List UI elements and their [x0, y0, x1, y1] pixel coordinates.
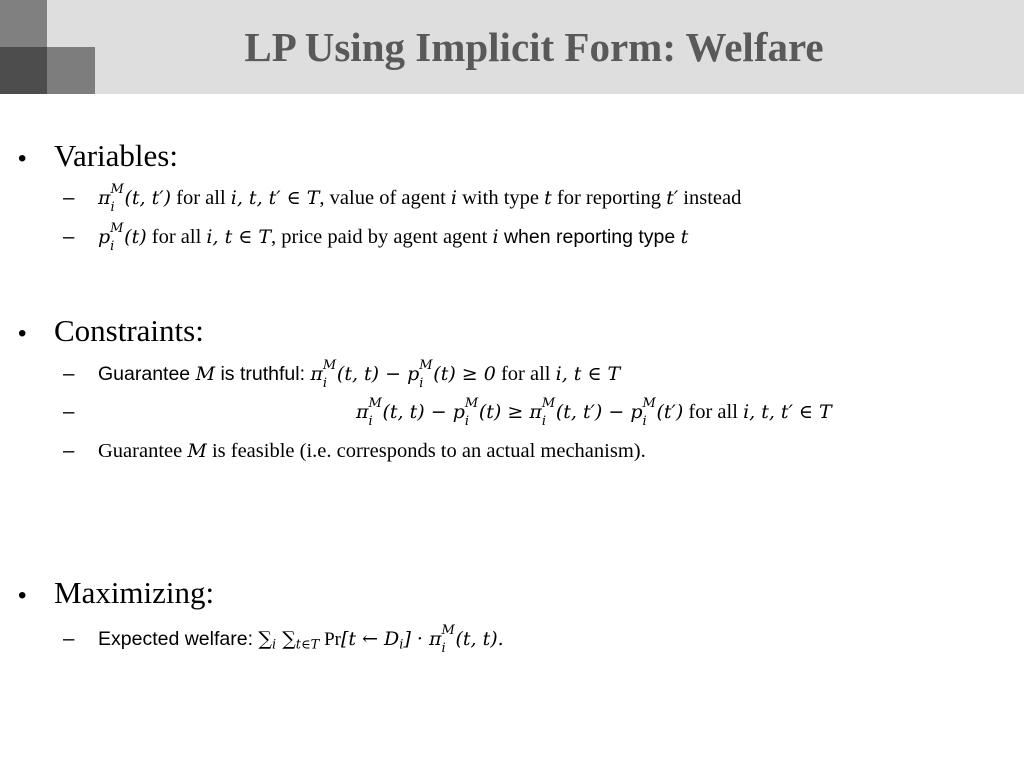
bullet-icon: •: [18, 320, 27, 347]
text: Guarantee: [98, 363, 196, 385]
text: Expected welfare:: [98, 628, 259, 650]
math-expr: i, t ∈ T: [206, 226, 272, 248]
dash-icon: –: [63, 439, 75, 462]
constraints-heading: Constraints:: [54, 313, 204, 348]
text: , price paid by agent agent: [271, 226, 493, 248]
decorative-square-top: [0, 0, 47, 47]
math-expr: i: [492, 226, 499, 248]
bullet-constraints: [18, 313, 204, 352]
decorative-square-right: [47, 47, 95, 94]
math-expr: M: [187, 440, 207, 462]
text: with type: [457, 187, 545, 209]
math-expr: t: [544, 187, 552, 209]
math-pi: π M i (t, t′): [98, 182, 171, 215]
text: is truthful:: [215, 363, 311, 385]
variables-item-value: [63, 182, 742, 215]
math-p: p M i (t): [98, 221, 147, 254]
text: for all: [683, 401, 744, 423]
variables-heading: Variables:: [54, 138, 178, 173]
math-expr: π M i (t, t) − p M i (t) ≥ π M i (t, t′) − p M i (t′): [356, 396, 684, 429]
bullet-variables: [18, 138, 178, 177]
text: for all: [495, 363, 556, 385]
text: , value of agent: [319, 187, 451, 209]
bullet-maximizing: [18, 575, 214, 614]
text: Guarantee: [98, 440, 188, 462]
math-expr: i, t, t′ ∈ T: [743, 401, 832, 423]
text: instead: [678, 187, 742, 209]
math-expr: $\sum_i$ $\sum_{t\in T}$ Pr[t ← $D_i] \cdot \pi$ M i (t, t).: [258, 623, 504, 656]
constraints-ic-inequality: [356, 396, 832, 429]
constraints-item-feasible: [63, 437, 646, 465]
dash-icon: –: [63, 225, 75, 248]
math-expr: t′: [666, 187, 679, 209]
text: when reporting type: [498, 226, 681, 248]
constraints-item-ic: [63, 398, 98, 426]
dash-icon: –: [63, 186, 75, 209]
math-expr: i, t, t′ ∈ T: [230, 187, 320, 209]
bullet-icon: •: [18, 582, 27, 609]
math-expr: i, t ∈ T: [555, 363, 621, 385]
variables-item-price: [63, 221, 689, 254]
decorative-square-dark: [0, 47, 47, 94]
math-expr: i: [450, 187, 457, 209]
maximizing-item-welfare: [63, 625, 504, 659]
maximizing-heading: Maximizing:: [54, 575, 215, 610]
text: for all: [146, 226, 207, 248]
dash-icon: –: [63, 362, 75, 385]
text: for reporting: [551, 187, 667, 209]
text: for all: [171, 187, 231, 209]
constraints-item-truthful: [63, 358, 621, 391]
text: is feasible (i.e. corresponds to an actual mechanism).: [206, 440, 646, 462]
math-expr: π M i (t, t) − p M i (t) ≥ 0: [310, 358, 496, 391]
dash-icon: –: [63, 627, 75, 650]
math-expr: M: [195, 363, 216, 385]
slide-title: LP Using Implicit Form: Welfare: [244, 24, 824, 70]
bullet-icon: •: [18, 145, 27, 172]
math-expr: t: [680, 226, 689, 248]
dash-icon: –: [63, 400, 75, 423]
